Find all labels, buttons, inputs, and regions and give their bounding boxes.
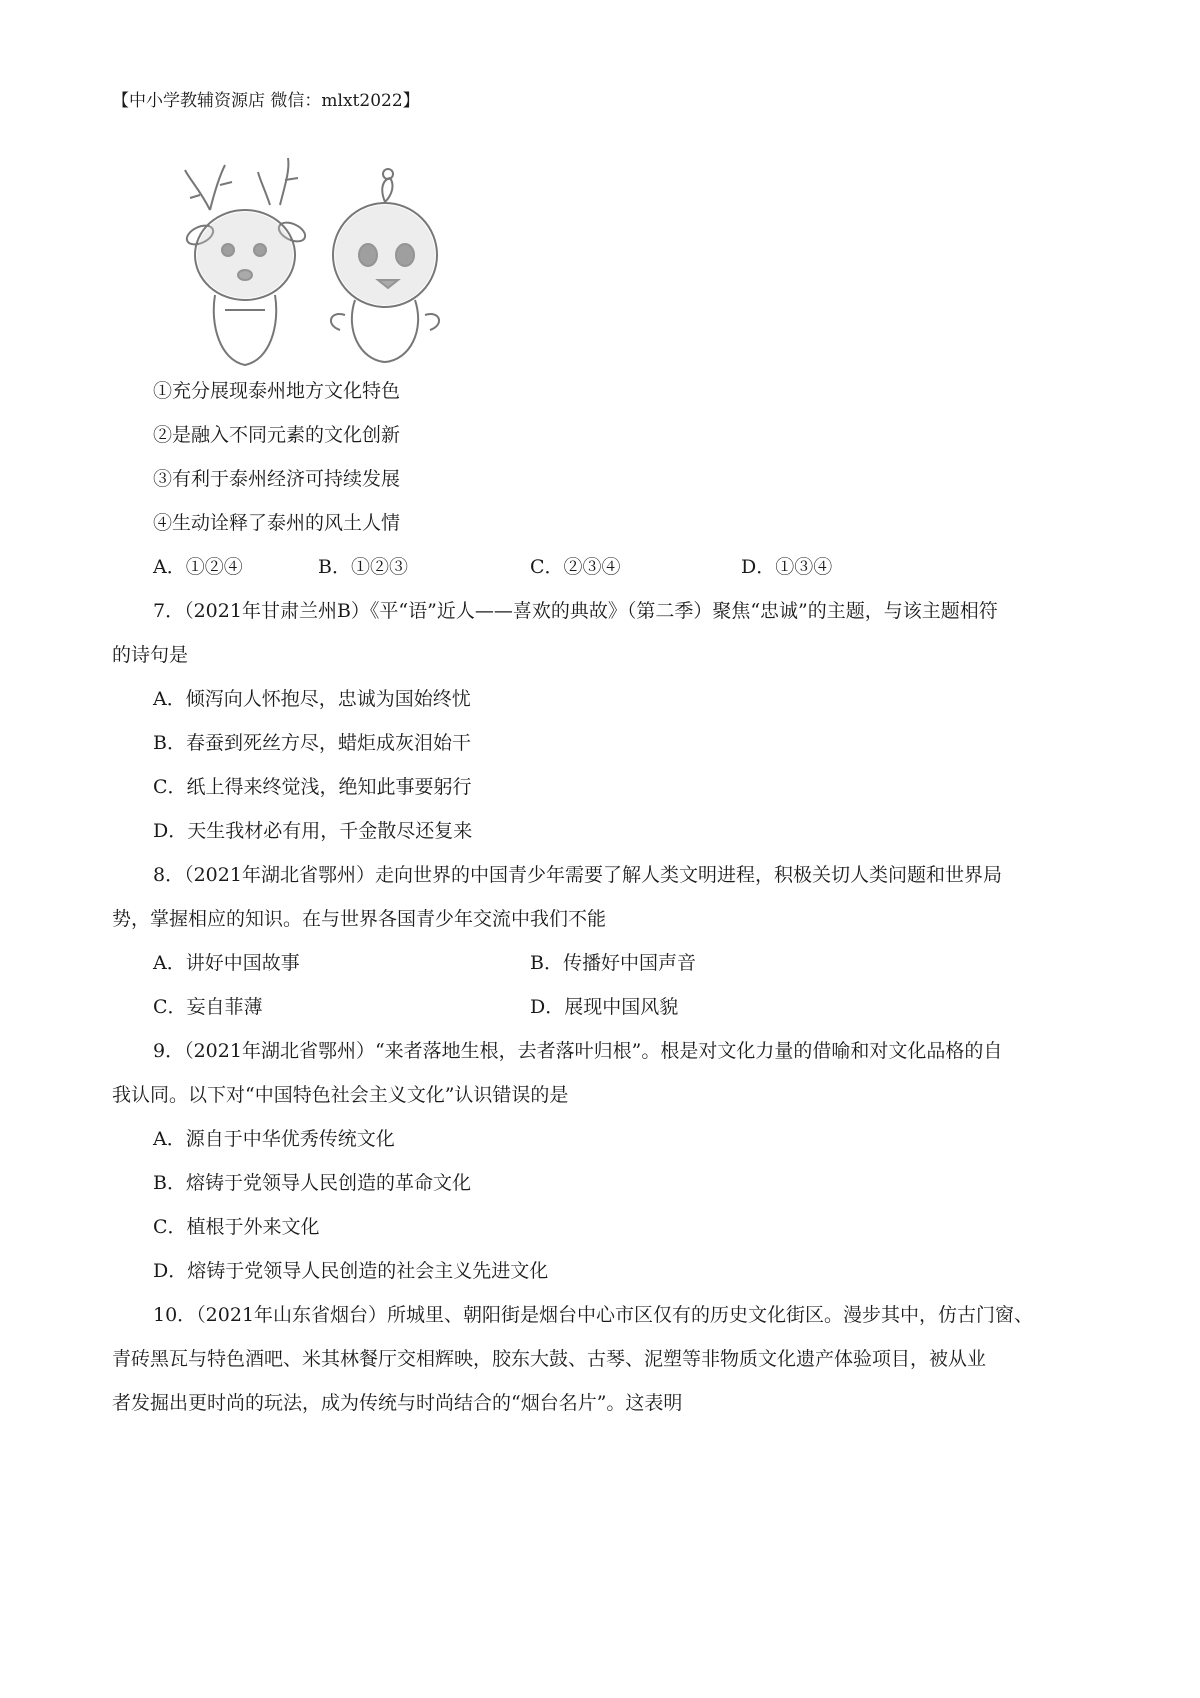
q9-option-b[interactable]: B．熔铸于党领导人民创造的革命文化 bbox=[153, 1172, 471, 1194]
q9-option-d[interactable]: D．熔铸于党领导人民创造的社会主义先进文化 bbox=[153, 1260, 549, 1282]
q8-option-d[interactable]: D．展现中国风貌 bbox=[530, 996, 679, 1018]
q9-option-a[interactable]: A．源自于中华优秀传统文化 bbox=[153, 1128, 395, 1150]
q7-stem-line2: 的诗句是 bbox=[112, 644, 189, 666]
q9-stem-line1: 9．（2021年湖北省鄂州）“来者落地生根，去者落叶归根”。根是对文化力量的借喻和对文化品格的自 bbox=[153, 1040, 1003, 1062]
q6-statement-3: ③有利于泰州经济可持续发展 bbox=[153, 468, 401, 490]
q8-option-a[interactable]: A．讲好中国故事 bbox=[153, 952, 300, 974]
q7-option-c[interactable]: C．纸上得来终觉浅，绝知此事要躬行 bbox=[153, 776, 472, 798]
q9-option-c[interactable]: C．植根于外来文化 bbox=[153, 1216, 320, 1238]
q7-option-a[interactable]: A．倾泻向人怀抱尽，忠诚为国始终忧 bbox=[153, 688, 471, 710]
q7-option-b[interactable]: B．春蚕到死丝方尽，蜡炬成灰泪始干 bbox=[153, 732, 471, 754]
q6-statement-4: ④生动诠释了泰州的风土人情 bbox=[153, 512, 401, 534]
q9-stem-line2: 我认同。以下对“中国特色社会主义文化”认识错误的是 bbox=[112, 1084, 569, 1106]
q10-stem-line3: 者发掘出更时尚的玩法，成为传统与时尚结合的“烟台名片”。这表明 bbox=[112, 1392, 683, 1414]
q8-stem-line2: 势，掌握相应的知识。在与世界各国青少年交流中我们不能 bbox=[112, 908, 607, 930]
q6-option-c[interactable]: C．②③④ bbox=[530, 556, 621, 578]
q6-statement-2: ②是融入不同元素的文化创新 bbox=[153, 424, 401, 446]
q6-option-d[interactable]: D．①③④ bbox=[741, 556, 833, 578]
q8-option-c[interactable]: C．妄自菲薄 bbox=[153, 996, 263, 1018]
q6-option-b[interactable]: B．①②③ bbox=[318, 556, 408, 578]
q7-option-d[interactable]: D．天生我材必有用，千金散尽还复来 bbox=[153, 820, 473, 842]
mascot-illustration bbox=[170, 150, 480, 390]
q6-option-a[interactable]: A．①②④ bbox=[153, 556, 243, 578]
q10-stem-line2: 青砖黑瓦与特色酒吧、米其林餐厅交相辉映，胶东大鼓、古琴、泥塑等非物质文化遗产体验项目，被从业 bbox=[112, 1348, 987, 1370]
page-header: 【中小学教辅资源店 微信：mlxt2022】 bbox=[112, 91, 420, 111]
q6-statement-1: ①充分展现泰州地方文化特色 bbox=[153, 380, 401, 402]
q7-stem-line1: 7．（2021年甘肃兰州B）《平“语”近人——喜欢的典故》（第二季）聚焦“忠诚”的主题，与该主题相符 bbox=[153, 600, 998, 622]
q8-option-b[interactable]: B．传播好中国声音 bbox=[530, 952, 696, 974]
q10-stem-line1: 10．（2021年山东省烟台）所城里、朝阳街是烟台中心市区仅有的历史文化街区。漫步其中，仿古门窗、 bbox=[153, 1304, 1034, 1326]
q8-stem-line1: 8．（2021年湖北省鄂州）走向世界的中国青少年需要了解人类文明进程，积极关切人类问题和世界局 bbox=[153, 864, 1002, 886]
